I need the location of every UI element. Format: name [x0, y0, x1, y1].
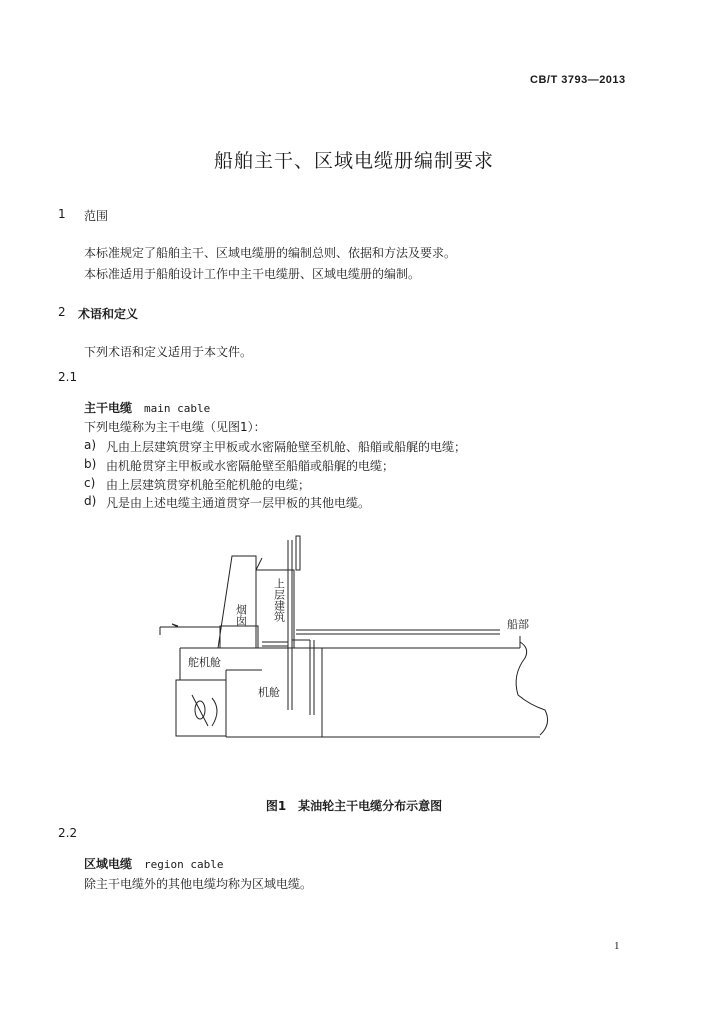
- term-2-2-number: 2.2: [58, 826, 78, 840]
- term-2-1-heading: [84, 399, 210, 416]
- bow-label: 船部: [507, 618, 529, 631]
- funnel-shape: [218, 556, 256, 648]
- main-cable-routes: [262, 540, 500, 715]
- steering-room-label: 舵机舱: [188, 656, 221, 669]
- term-2-1-definition: 下列电缆称为主干电缆（见图1）：: [84, 420, 266, 434]
- term-2-2-en: region cable: [144, 858, 224, 871]
- section-2-title: 术语和定义: [78, 307, 139, 321]
- tanker-cable-diagram: [150, 530, 560, 745]
- figure-caption: 图1 某油轮主干电缆分布示意图: [265, 799, 443, 813]
- list-item-text: 由机舱贯穿主甲板或水密隔舱壁至船艏或船艉的电缆；: [106, 459, 395, 473]
- section-1-number: 1: [58, 207, 66, 221]
- section-1-title: 范围: [84, 209, 109, 223]
- list-item-label: c): [84, 476, 96, 490]
- section-1-paragraph: 本标准规定了船舶主干、区域电缆册的编制总则、依据和方法及要求。: [84, 246, 457, 260]
- term-2-1-number: 2.1: [58, 370, 78, 384]
- funnel-label: 烟囱: [234, 604, 248, 626]
- term-2-1-en: main cable: [144, 402, 211, 415]
- stern-block: [176, 680, 226, 736]
- term-2-2-definition: 除主干电缆外的其他电缆均称为区域电缆。: [84, 877, 313, 891]
- list-item-label: b): [84, 457, 97, 471]
- engine-room-label: 机舱: [258, 686, 280, 699]
- list-item-label: a): [84, 438, 97, 452]
- superstructure-label: 上层建筑: [272, 578, 286, 622]
- term-2-2-heading: [84, 855, 224, 872]
- page-number: 1: [614, 940, 620, 952]
- list-item-text: 凡由上层建筑贯穿主甲板或水密隔舱壁至机舱、船艏或船艉的电缆；: [106, 440, 467, 454]
- standard-code: CB/T 3793—2013: [530, 74, 626, 86]
- section-2-number: 2: [58, 305, 66, 319]
- list-item-text: 凡是由上述电缆主通道贯穿一层甲板的其他电缆。: [106, 496, 371, 510]
- list-item-text: 由上层建筑贯穿机舱至舵机舱的电缆；: [106, 478, 311, 492]
- bow-outline: [516, 642, 547, 735]
- section-1-paragraph: 本标准适用于船舶设计工作中主干电缆册、区域电缆册的编制。: [84, 267, 421, 281]
- document-title: 船舶主干、区域电缆册编制要求: [213, 150, 494, 172]
- mast-shape: [296, 536, 300, 570]
- term-2-1-zh: 主干电缆: [84, 401, 133, 415]
- list-item-label: d): [84, 494, 97, 508]
- term-2-2-zh: 区域电缆: [84, 857, 133, 871]
- section-2-paragraph: 下列术语和定义适用于本文件。: [84, 345, 253, 359]
